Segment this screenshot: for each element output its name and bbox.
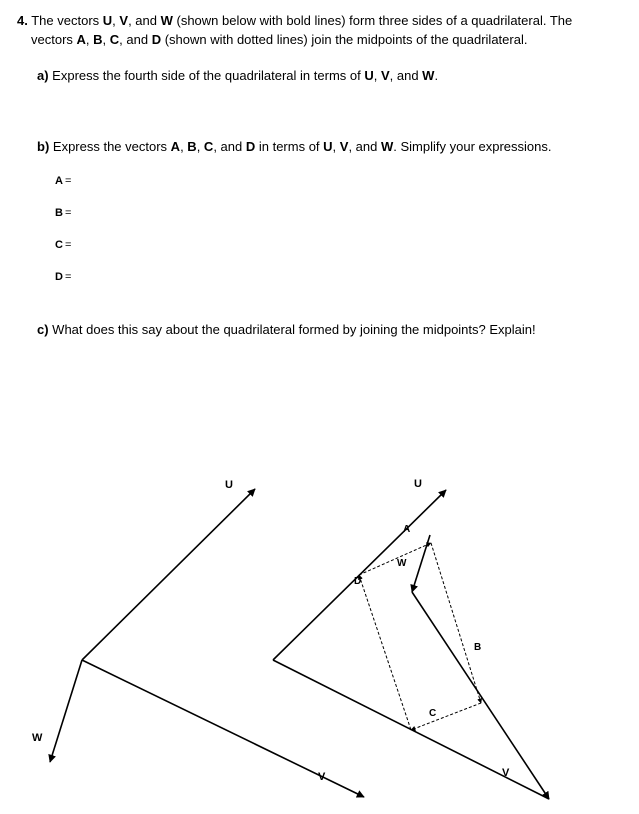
dotted-vector-a [359, 543, 431, 575]
left-diagram [32, 479, 364, 797]
right-label-c: C [429, 708, 437, 719]
question-line-2: vectors A, B, C, and D (shown with dotted lines) join the midpoints of the quadrilateral. [31, 32, 528, 47]
left-vector-u [82, 489, 255, 660]
left-label-v: V [318, 771, 326, 783]
left-vector-w [50, 660, 82, 762]
equation-b: B = [55, 207, 72, 219]
equation-c: C = [55, 239, 72, 251]
dotted-vector-c [411, 703, 481, 730]
question-line-1: 4. The vectors U, V, and W (shown below with bold lines) form three sides of a quadrilateral. The [17, 13, 573, 28]
left-label-u: U [225, 479, 233, 491]
right-label-b: B [474, 642, 482, 653]
question-number: 4. [17, 13, 28, 28]
right-vector-w [412, 535, 430, 592]
equation-d: D = [55, 271, 72, 283]
dotted-vector-b [431, 543, 481, 703]
part-b: b) Express the vectors A, B, C, and D in terms of U, V, and W. Simplify your expressions. [37, 139, 552, 154]
part-c: c) What does this say about the quadrilateral formed by joining the midpoints? Explain! [37, 322, 536, 337]
part-a: a) Express the fourth side of the quadrilateral in terms of U, V, and W. [37, 68, 439, 83]
right-label-d: D [354, 576, 362, 587]
right-diagram [273, 478, 549, 799]
right-vector-v-upper [412, 592, 549, 799]
left-label-w: W [32, 732, 43, 744]
right-label-u: U [414, 478, 422, 490]
equation-a: A = [55, 175, 72, 187]
right-label-v: V [502, 767, 510, 779]
right-label-w: W [397, 558, 407, 569]
right-label-a: A [403, 524, 411, 535]
